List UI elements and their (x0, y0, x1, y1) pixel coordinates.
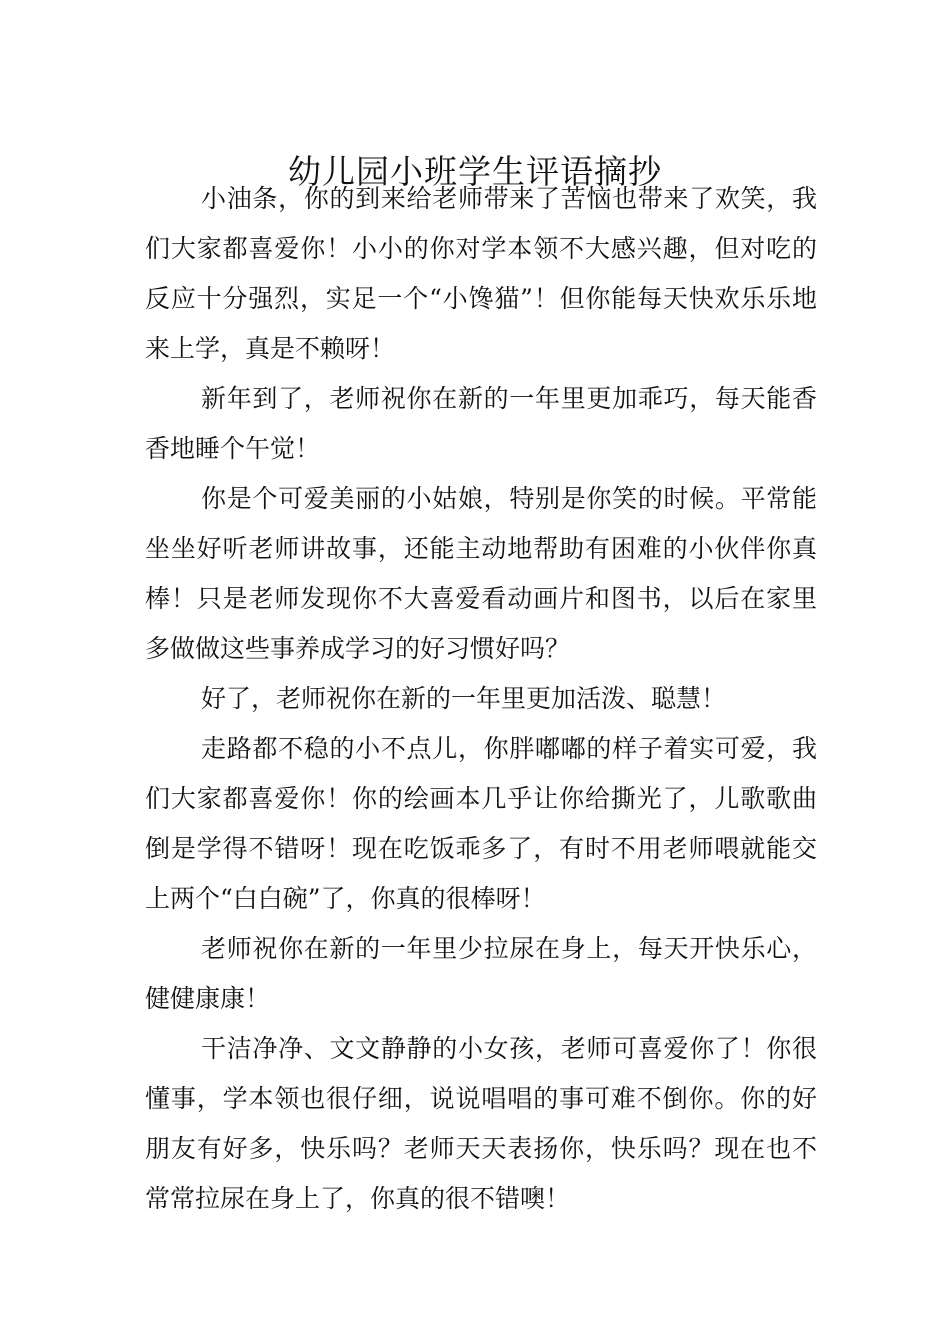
paragraph-2: 新年到了，老师祝你在新的一年里更加乖巧，每天能香香地睡个午觉！ (145, 384, 817, 463)
paragraph-7: 干洁净净、文文静静的小女孩，老师可喜爱你了！你很懂事，学本领也很仔细，说说唱唱的事可难不倒你。你的好朋友有好多，快乐吗？老师天天表扬你，快乐吗？现在也不常常拉尿在身上了，你真的很不错噢！ (145, 1034, 817, 1213)
paragraph-4: 好了，老师祝你在新的一年里更加活泼、聪慧！ (201, 684, 727, 713)
paragraph-1: 小油条，你的到来给老师带来了苦恼也带来了欢笑，我们大家都喜爱你！小小的你对学本领不大感兴趣，但对吃的反应十分强烈，实足一个“小馋猫”！但你能每天快欢乐乐地来上学，真是不赖呀！ (145, 184, 817, 363)
paragraph-3: 你是个可爱美丽的小姑娘，特别是你笑的时候。平常能坐坐好听老师讲故事，还能主动地帮助有困难的小伙伴你真棒！只是老师发现你不大喜爱看动画片和图书，以后在家里多做做这些事养成学习的好习惯好吗？ (145, 484, 817, 663)
page-title: 幼儿园小班学生评语摘抄 (288, 152, 662, 192)
document-body (145, 174, 817, 1224)
paragraph-5: 走路都不稳的小不点儿，你胖嘟嘟的样子着实可爱，我们大家都喜爱你！你的绘画本几乎让你给撕光了，儿歌歌曲倒是学得不错呀！现在吃饭乖多了，有时不用老师喂就能交上两个“白白碗”了，你真的很棒呀！ (145, 734, 817, 913)
paragraph-6: 老师祝你在新的一年里少拉尿在身上，每天开快乐心，健健康康！ (145, 934, 817, 1013)
